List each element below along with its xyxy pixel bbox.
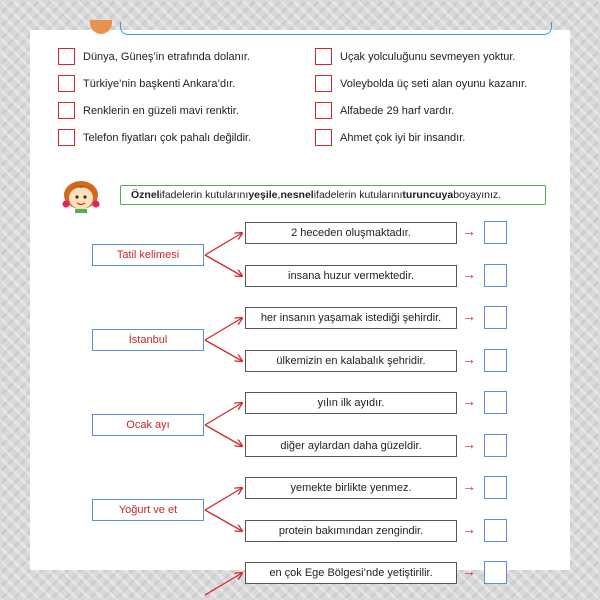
right-arrow-icon: → [462,266,476,282]
right-arrow-icon: → [462,563,476,579]
subject-box: İstanbul [92,329,204,351]
subject-box: Ocak ayı [92,414,204,436]
predicate-box: protein bakımından zengindir. [245,520,457,542]
worksheet [30,30,570,579]
subject-box: Yoğurt ve et [92,499,204,521]
answer-box[interactable] [484,264,507,287]
right-arrow-icon: → [462,521,476,537]
statement-text: Dünya, Güneş’in etrafında dolanır. [83,50,250,63]
predicate-box: ülkemizin en kalabalık şehridir. [245,350,457,372]
predicate-box: 2 heceden oluşmaktadır. [245,222,457,244]
answer-box[interactable] [484,476,507,499]
right-arrow-icon: → [462,436,476,452]
predicate-box: diğer aylardan daha güzeldir. [245,435,457,457]
instruction-text: ifadelerin kutularını [159,189,249,201]
answer-box[interactable] [484,561,507,584]
connector-arrow [205,573,242,595]
instruction-text: boyayınız. [453,189,502,201]
predicate-box: en çok Ege Bölgesi’nde yetiştirilir. [245,562,457,584]
connector-arrow [205,425,242,446]
right-arrow-icon: → [462,351,476,367]
instruction-text: ifadelerin kutularını [313,189,403,201]
instruction-keyword: turuncuya [402,189,454,201]
answer-box[interactable] [484,349,507,372]
right-arrow-icon: → [462,223,476,239]
statement-text: Ahmet çok iyi bir insandır. [340,131,466,144]
answer-box[interactable] [484,221,507,244]
instruction-keyword: yeşile [248,189,278,201]
instruction-text: , [277,189,281,201]
answer-box[interactable] [484,434,507,457]
right-arrow-icon: → [462,393,476,409]
statement-text: Renklerin en güzeli mavi renktir. [83,104,239,117]
connector-arrow [205,318,242,340]
answer-box[interactable] [484,519,507,542]
instruction-keyword: Öznel [131,189,160,201]
answer-box[interactable] [484,391,507,414]
predicate-box: her insanın yaşamak istediği şehirdir. [245,307,457,329]
statement-text: Telefon fiyatları çok pahalı değildir. [83,131,252,144]
right-arrow-icon: → [462,308,476,324]
predicate-box: yılın ilk ayıdır. [245,392,457,414]
connector-arrow [205,233,242,255]
statement-text: Alfabede 29 harf vardır. [340,104,455,117]
instruction-keyword: nesnel [280,189,314,201]
predicate-box: yemekte birlikte yenmez. [245,477,457,499]
predicate-box: insana huzur vermektedir. [245,265,457,287]
answer-box[interactable] [484,306,507,329]
right-arrow-icon: → [462,478,476,494]
connector-arrow [205,510,242,531]
subject-box: Tatil kelimesi [92,244,204,266]
statement-text: Uçak yolculuğunu sevmeyen yoktur. [340,50,516,63]
statement-text: Türkiye’nin başkenti Ankara’dır. [83,77,236,90]
connector-arrow [205,488,242,510]
statement-text: Voleybolda üç seti alan oyunu kazanır. [340,77,528,90]
connector-arrow [205,340,242,361]
connector-arrow [205,255,242,276]
connector-arrow [205,403,242,425]
